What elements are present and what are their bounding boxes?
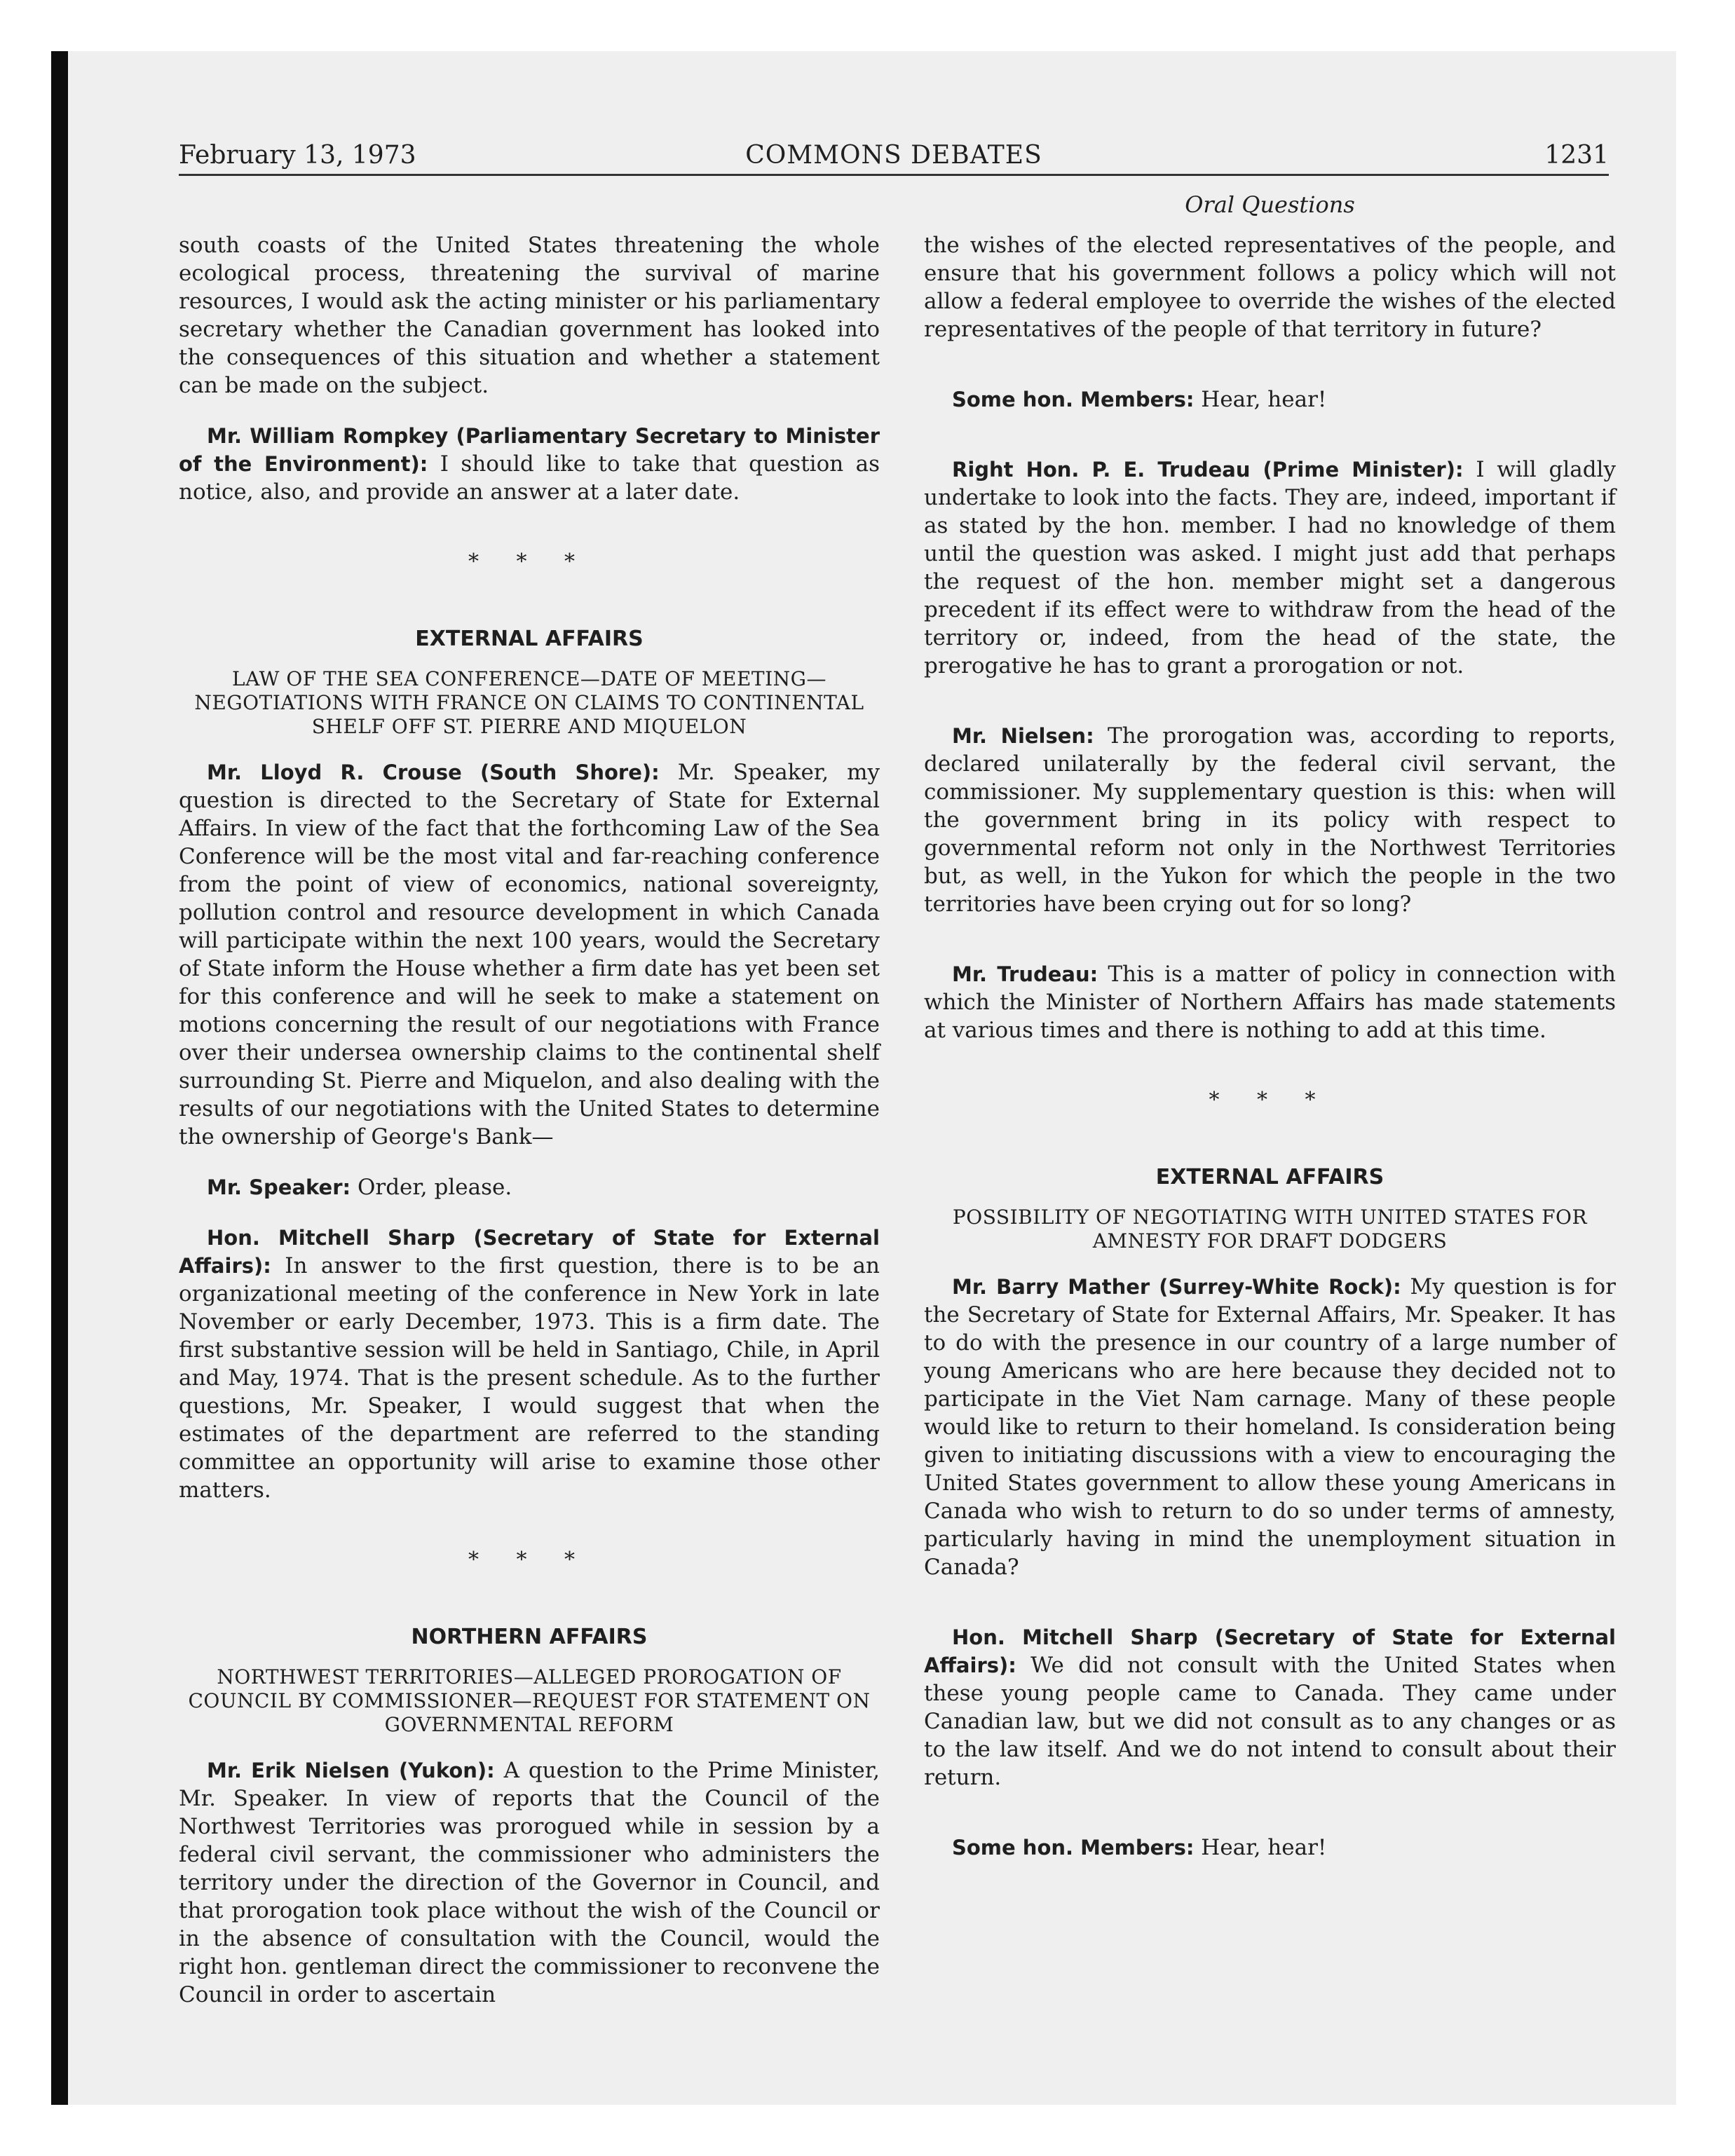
speech-text: My question is for the Secretary of State for External Affairs, Mr. Speaker. It has to do with the presence in our country of a large number of young Americans who are here because they decided not to participate in the Viet Nam carnage. Many of these people would like to return to their homeland. Is consideration being given to initiating discussions with a view to encouraging the United States government to allow these young Americans in Canada who wish to return to do so under terms of amnesty, particularly having in mind the unemployment situation in Canada? [924, 1274, 1616, 1580]
speech-text: Order, please. [351, 1175, 512, 1200]
speech-text: We did not consult with the United States when these young people came to Canada. They came under Canadian law, but we did not consult as to any changes or as to the law itself. And we do not intend to consult about their return. [924, 1653, 1616, 1790]
speech [179, 758, 880, 1151]
speech [179, 1224, 880, 1504]
section-heading: EXTERNAL AFFAIRS [415, 627, 644, 651]
running-head: Oral Questions [1185, 191, 1355, 218]
speaker-name: Some hon. Members: [952, 1836, 1195, 1860]
speaker-name: Hon. Mitchell Sharp (Secretary of State for External Affairs): [179, 1226, 880, 1278]
speech [179, 422, 880, 506]
speech [179, 1756, 880, 2009]
speech-text: The prorogation was, according to reports, declared unilaterally by the federal civil servant, the commissioner. My supplementary question is this: when will the government bring in its policy with respect to governmental reform not only in the Northwest Territories but, as well, in the Yukon for which the people in the two territories have been crying out for so long? [924, 723, 1616, 917]
speech [924, 722, 1616, 918]
speech-text: Mr. Speaker, my question is directed to the Secretary of State for External Affairs. In view of the fact that the forthcoming Law of the Sea Conference will be the most vital and far-reaching conference from the point of view of economics, national sovereignty, pollution control and resource development in which Canada will participate within the next 100 years, would the Secretary of State inform the House whether a firm date has yet been set for this conference and will he seek to make a statement on motions concerning the result of our negotiations with France over their undersea ownership claims to the continental shelf surrounding St. Pierre and Miquelon, and also dealing with the results of our negotiations with the United States to determine the ownership of George's Bank— [179, 760, 880, 1149]
speech-text: Hear, hear! [1194, 387, 1327, 412]
speaker-name: Mr. Speaker: [207, 1175, 351, 1199]
subsection-heading: LAW OF THE SEA CONFERENCE—DATE OF MEETING—NEGOTIATIONS WITH FRANCE ON CLAIMS TO CONTINENTAL SHELF OFF ST. PIERRE AND MIQUELON [194, 667, 864, 738]
section-divider: * * * [468, 550, 591, 574]
header-date: February 13, 1973 [179, 141, 416, 170]
speaker-name: Hon. Mitchell Sharp (Secretary of State for External Affairs): [924, 1625, 1616, 1677]
speaker-name: Right Hon. P. E. Trudeau (Prime Minister): [952, 458, 1464, 482]
speech [924, 386, 1616, 414]
speech-text: A question to the Prime Minister, Mr. Speaker. In view of reports that the Council of the Northwest Territories was prorogued while in session by a federal civil servant, the commissioner who administers the territory under the direction of the Governor in Council, and that prorogation took place without the wish of the Council or in the absence of consultation with the Council, would the right hon. gentleman direct the commissioner to reconvene the Council in order to ascertain [179, 1758, 880, 2007]
header-title: COMMONS DEBATES [745, 141, 1042, 170]
section-divider: * * * [468, 1548, 591, 1572]
paragraph: the wishes of the elected representatives of the people, and ensure that his government follows a policy which will not allow a federal employee to override the wishes of the elected representatives of the people of that territory in future? [924, 233, 1616, 342]
subsection-heading: NORTHWEST TERRITORIES—ALLEGED PROROGATION OF COUNCIL BY COMMISSIONER—REQUEST FOR STATEMENT ON GOVERNMENTAL REFORM [188, 1665, 871, 1736]
speaker-name: Mr. Nielsen: [952, 724, 1094, 748]
speech-text: This is a matter of policy in connection with which the Minister of Northern Affairs has made statements at various times and there is nothing to add at this time. [924, 962, 1616, 1043]
speaker-name: Mr. William Rompkey (Parliamentary Secretary to Minister of the Environment): [179, 424, 880, 476]
page-header [179, 137, 1609, 176]
speaker-name: Mr. Barry Mather (Surrey-White Rock): [952, 1275, 1401, 1299]
speaker-name: Mr. Erik Nielsen (Yukon): [207, 1759, 495, 1782]
speech [924, 1623, 1616, 1792]
speech [179, 1173, 880, 1201]
section-heading: NORTHERN AFFAIRS [411, 1625, 648, 1649]
section-divider: * * * [1209, 1088, 1331, 1112]
section-heading: EXTERNAL AFFAIRS [1155, 1165, 1384, 1189]
speech [924, 1273, 1616, 1581]
paragraph: south coasts of the United States threatening the whole ecological process, threatening the survival of marine resources, I would ask the acting minister or his parliamentary secretary whether the Canadian government has looked into the consequences of this situation and whether a statement can be made on the subject. [179, 233, 880, 398]
subsection-heading: POSSIBILITY OF NEGOTIATING WITH UNITED STATES FOR AMNESTY FOR DRAFT DODGERS [952, 1206, 1588, 1253]
speech-text: I should like to take that question as notice, also, and provide an answer at a later date. [179, 451, 880, 505]
speech [924, 1834, 1616, 1862]
left-column [179, 231, 880, 2009]
right-column [924, 189, 1616, 1862]
speech-text: Hear, hear! [1194, 1835, 1327, 1860]
speaker-name: Mr. Trudeau: [952, 962, 1098, 986]
speech [924, 456, 1616, 680]
speech-text: In answer to the first question, there is to be an organizational meeting of the conference in New York in late November or early December, 1973. This is a firm date. The first substantive session will be held in Santiago, Chile, in April and May, 1974. That is the present schedule. As to the further questions, Mr. Speaker, I would suggest that when the estimates of the department are referred to the standing committee an opportunity will arise to examine those other matters. [179, 1253, 880, 1503]
speaker-name: Some hon. Members: [952, 388, 1195, 411]
speaker-name: Mr. Lloyd R. Crouse (South Shore): [207, 760, 660, 784]
speech-text: I will gladly undertake to look into the facts. They are, indeed, important if as stated by the hon. member. I had no knowledge of them until the question was asked. I might just add that perhaps the request of the hon. member might set a dangerous precedent if its effect were to withdraw from the head of the territory or, indeed, from the head of the state, the prerogative he has to grant a prorogation or not. [924, 457, 1616, 678]
page-number: 1231 [1544, 141, 1609, 170]
speech [924, 960, 1616, 1044]
